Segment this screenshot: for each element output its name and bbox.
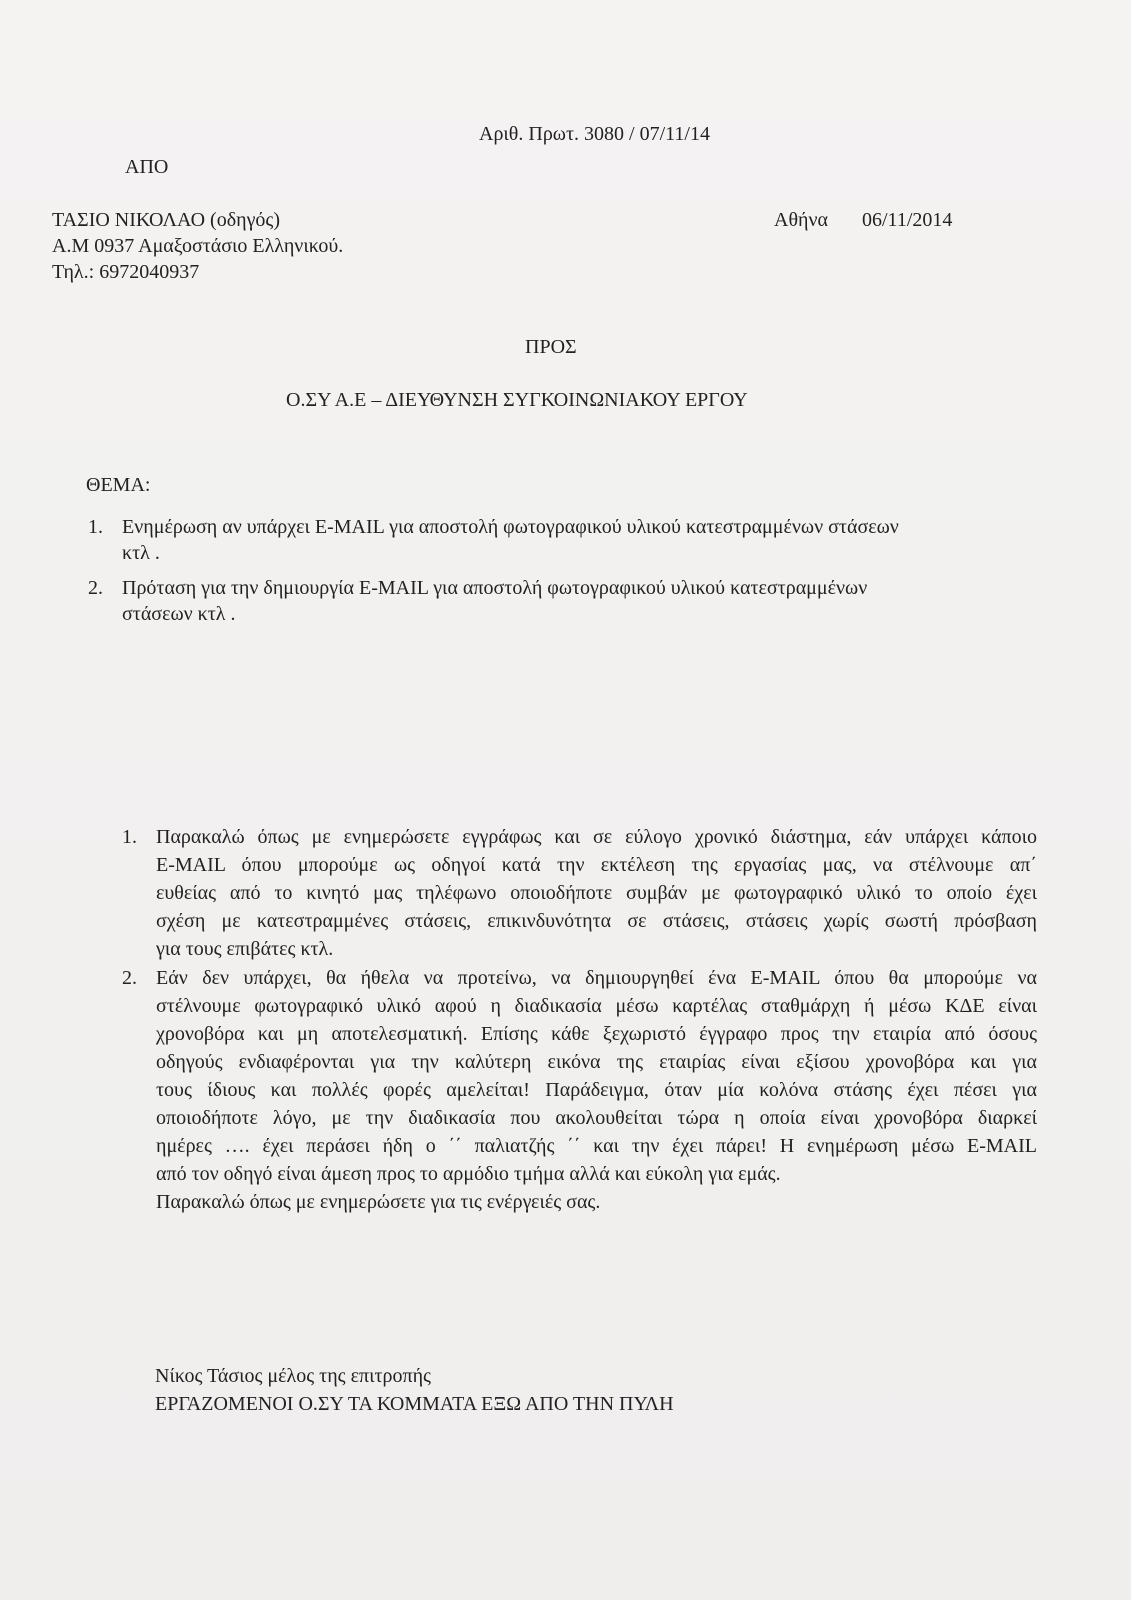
- subject-item-number: 2.: [88, 577, 103, 599]
- body-line: ημέρες …. έχει περάσει ήδη ο ΄΄ παλιατζής ΄΄ και την έχει πάρει! Η ενημέρωση μέσω E-MAIL: [156, 1135, 1037, 1157]
- sender-registry-number: Α.Μ 0937 Αμαξοστάσιο Ελληνικού.: [52, 235, 344, 257]
- body-closing-line: Παρακαλώ όπως με ενημερώσετε για τις ενέργειές σας.: [156, 1191, 601, 1213]
- body-line: Παρακαλώ όπως με ενημερώσετε εγγράφως και σε εύλογο χρονικό διάστημα, εάν υπάρχει κάποιο: [156, 826, 1037, 848]
- body-line: στέλνουμε φωτογραφικό υλικό αφού η διαδικασία μέσω καρτέλας σταθμάρχη ή μέσω ΚΔΕ είναι: [156, 995, 1037, 1017]
- body-item-number: 1.: [122, 826, 137, 848]
- body-line: από τον οδηγό είναι άμεση προς το αρμόδιο τμήμα αλλά και εύκολη για εμάς.: [156, 1163, 781, 1185]
- letter-city: Αθήνα: [774, 209, 829, 231]
- subject-item-text: στάσεων κτλ .: [122, 603, 236, 625]
- body-line: χρονοβόρα και μη αποτελεσματική. Επίσης κάθε ξεχωριστό έγγραφο προς την εταιρία από όσους: [156, 1023, 1037, 1045]
- body-item-number: 2.: [122, 967, 137, 989]
- body-line: E-MAIL όπου μπορούμε ως οδηγοί κατά την εκτέλεση της εργασίας μας, να στέλνουμε απ΄: [156, 854, 1037, 876]
- to-label: ΠΡΟΣ: [525, 336, 577, 358]
- signature-group: ΕΡΓΑΖΟΜΕΝΟΙ Ο.ΣΥ ΤΑ ΚΟΜΜΑΤΑ ΕΞΩ ΑΠΟ ΤΗΝ ΠΥΛΗ: [155, 1393, 674, 1415]
- body-line: σχέση με κατεστραμμένες στάσεις, επικινδυνότητα σε στάσεις, στάσεις χωρίς σωστή πρόσβαση: [156, 910, 1037, 932]
- sender-name: ΤΑΣΙΟ ΝΙΚΟΛΑΟ (οδηγός): [52, 209, 280, 231]
- signature-name: Νίκος Τάσιος μέλος της επιτροπής: [155, 1365, 431, 1387]
- body-line: για τους επιβάτες κτλ.: [156, 938, 334, 960]
- letter-date: 06/11/2014: [862, 209, 953, 231]
- body-line: οδηγούς ενδιαφέρονται για την καλύτερη εικόνα της εταιρίας είναι εξίσου χρονοβόρα και για: [156, 1051, 1037, 1073]
- body-line: Εάν δεν υπάρχει, θα ήθελα να προτείνω, να δημιουργηθεί ένα E-MAIL όπου θα μπορούμε να: [156, 967, 1037, 989]
- subject-item-text: Ενημέρωση αν υπάρχει E-MAIL για αποστολή φωτογραφικού υλικού κατεστραμμένων στάσεων: [122, 516, 899, 538]
- body-line: ευθείας από το κινητό μας τηλέφωνο οποιοδήποτε συμβάν με φωτογραφικό υλικό το οποίο έχει: [156, 882, 1037, 904]
- body-line: τους ίδιους και πολλές φορές αμελείται! Παράδειγμα, όταν μία κολόνα στάσης έχει πέσει για: [156, 1079, 1037, 1101]
- subject-item-text: κτλ .: [122, 542, 160, 564]
- subject-label: ΘΕΜΑ:: [86, 474, 151, 496]
- subject-item-number: 1.: [88, 516, 103, 538]
- body-line: οποιοδήποτε λόγο, με την διαδικασία που ακολουθείται τώρα η οποία είναι χρονοβόρα διαρκεί: [156, 1107, 1037, 1129]
- sender-phone: Τηλ.: 6972040937: [52, 261, 200, 283]
- protocol-number: Αριθ. Πρωτ. 3080 / 07/11/14: [479, 123, 710, 145]
- from-label: ΑΠΟ: [125, 156, 169, 178]
- recipient: Ο.ΣΥ Α.Ε – ΔΙΕΥΘΥΝΣΗ ΣΥΓΚΟΙΝΩΝΙΑΚΟΥ ΕΡΓΟΥ: [286, 389, 748, 411]
- subject-item-text: Πρόταση για την δημιουργία E-MAIL για αποστολή φωτογραφικού υλικού κατεστραμμένων: [122, 577, 868, 599]
